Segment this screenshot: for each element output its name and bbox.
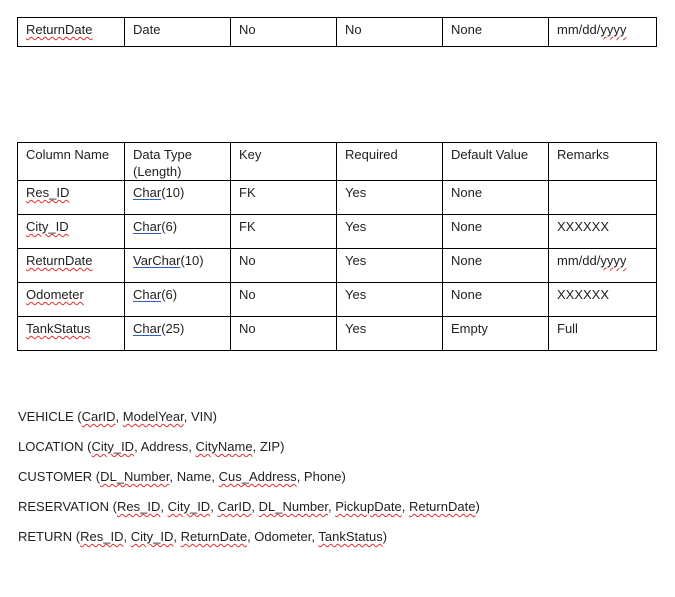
table-row [18,283,657,317]
table-row [18,249,657,283]
table-cell: Full [549,317,657,351]
table-cell: VarChar(10) [125,249,231,283]
date-format: mm/dd/yyyy [557,22,627,37]
schema-line: VEHICLE (CarID, ModelYear, VIN) [18,409,217,424]
top-table [17,17,657,47]
table-cell: Char(6) [125,283,231,317]
table-row [18,317,657,351]
table-cell: None [443,283,549,317]
table-cell: Char(10) [125,181,231,215]
column-header: Default Value [443,143,549,181]
table-cell: XXXXXX [549,283,657,317]
column-header: Key [231,143,337,181]
table-cell: Res_ID [18,181,125,215]
schema-line: CUSTOMER (DL_Number, Name, Cus_Address, Phone) [18,469,346,484]
table-cell: None [443,181,549,215]
schema-line: LOCATION (City_ID, Address, CityName, ZIP) [18,439,285,454]
table-cell: Yes [337,181,443,215]
table-cell: Empty [443,317,549,351]
table-cell: XXXXXX [549,215,657,249]
schema-line: RETURN (Res_ID, City_ID, ReturnDate, Odometer, TankStatus) [18,529,388,544]
table-cell: Date [125,18,231,47]
column-header: Data Type (Length) [125,143,231,181]
table-cell: No [231,283,337,317]
column-header: Remarks [549,143,657,181]
table-cell: None [443,215,549,249]
table-cell: Yes [337,249,443,283]
table-row [18,215,657,249]
table-cell: mm/dd/yyyy [549,249,657,283]
table-cell: City_ID [18,215,125,249]
table-cell [549,18,657,47]
table-cell: Yes [337,317,443,351]
schema-line: RESERVATION (Res_ID, City_ID, CarID, DL_Number, PickupDate, ReturnDate) [18,499,480,514]
table-cell: ReturnDate [18,249,125,283]
table-cell: No [231,317,337,351]
table-cell: Yes [337,215,443,249]
table-cell: Yes [337,283,443,317]
table-cell: Char(25) [125,317,231,351]
table-cell: Odometer [18,283,125,317]
column-header: Column Name [18,143,125,181]
table-cell: TankStatus [18,317,125,351]
header-row [18,143,657,181]
schema-list [18,408,480,558]
table-cell: FK [231,215,337,249]
table-cell: Char(6) [125,215,231,249]
table-cell: FK [231,181,337,215]
table-row [18,181,657,215]
table-cell: None [443,18,549,47]
table-cell [549,181,657,215]
table-cell: No [231,249,337,283]
column-header: Required [337,143,443,181]
table-cell: None [443,249,549,283]
table-cell: No [231,18,337,47]
table-cell: No [337,18,443,47]
table-cell: ReturnDate [18,18,125,47]
table-row [18,18,657,47]
return-table [17,142,657,351]
